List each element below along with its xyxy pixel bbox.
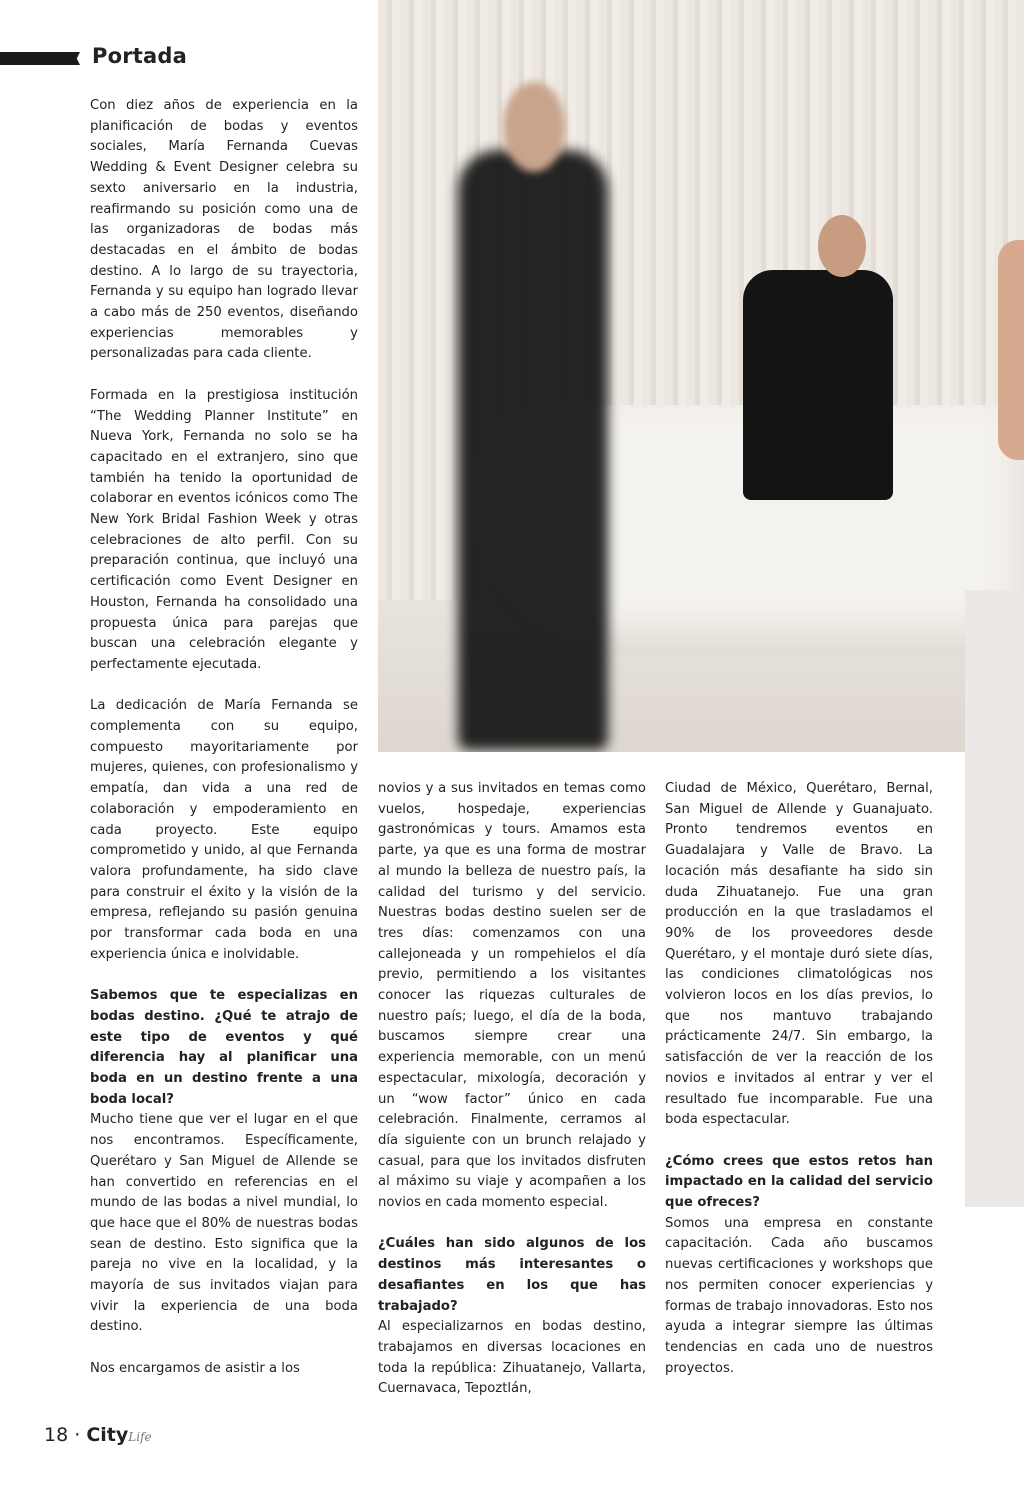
article-paragraph: Formada en la prestigiosa institución “The Wedding Planner Institute” en Nueva York, Fernanda no solo se ha capacitado en el extranjero, sino que también ha tenido la oportunidad de colaborar en eventos icónicos como The New York Bridal Fashion Week y otras celebraciones de alto perfil. Con su preparación continua, que incluyó una certificación como Event Designer en Houston, Fernanda ha consolidado una propuesta única para parejas que buscan una celebración elegante y perfectamente ejecutada. [90,387,358,672]
interview-question: Sabemos que te especializas en bodas destino. ¿Qué te atrajo de este tipo de eventos y qué diferencia hay al planificar una boda en un destino frente a una boda local? [90,988,358,1107]
article-paragraph: novios y a sus invitados en temas como vuelos, hospedaje, experiencias gastronómicas y tours. Amamos esta parte, ya que es una forma de mostrar al mundo la belleza de nuestro país, la calidad del turismo y del servicio. Nuestras bodas destino suelen ser de tres días: comenzamos con una callejoneada y un rompehielos el día previo, permitiendo a los visitantes conocer las riquezas culturales de nuestro país; luego, el día de la boda, buscamos siempre crear una experiencia memorable, con un menú espectacular, mixología, decoración y un “wow factor” único en cada celebración. Finalmente, cerramos al día siguiente con un brunch relajado y casual, para que los invitados disfruten al máximo su viaje y acompañen a los novios en cada momento especial. [378,781,646,1211]
interview-question: ¿Cómo crees que estos retos han impactado en la calidad del servicio que ofreces? [665,1153,933,1211]
article-column-2 [378,779,646,1400]
article-paragraph: Somos una empresa en constante capacitación. Cada año buscamos nuevas certificaciones y workshops que nos permiten conocer experiencias y formas de trabajo innovadoras. Esto nos ayuda a integrar siempre las últimas tendencias en cada uno de nuestros proyectos. [665,1215,933,1376]
photo-walking-woman [458,150,608,750]
photo-seated-woman [743,270,893,500]
article-paragraph: La dedicación de María Fernanda se complementa con su equipo, compuesto mayoritariamente por mujeres, quienes, con profesionalismo y empatía, dan vida a una red de colaboración y empoderamiento en cada proyecto. Este equipo comprometido y unido, al que Fernanda valora profundamente, ha sido clave para construir el éxito y la visión de la empresa, reflejando su pasión genuina por transformar cada boda en una experiencia única e inolvidable. [90,698,358,962]
article-paragraph: Al especializarnos en bodas destino, trabajamos en diversas locaciones en toda la república: Zihuatanejo, Vallarta, Cuernavaca, Tepoztlán, [378,1319,646,1397]
article-column-3 [665,779,933,1379]
page-number: 18 [44,1424,69,1446]
brand-logo: City [86,1424,129,1446]
interview-question: ¿Cuáles han sido algunos de los destinos más interesantes o desafiantes en los que has trabajado? [378,1236,646,1314]
section-title: Portada [92,44,187,68]
article-paragraph: Mucho tiene que ver el lugar en el que nos encontramos. Específicamente, Querétaro y San Miguel de Allende se han convertido en referencias en el mundo de las bodas a nivel mundial, lo que hace que el 80% de nuestras bodas sean de destino. Esto significa que la pareja no vive en la localidad, y la mayoría de sus invitados viajan para vivir la experiencia de una boda destino. [90,1112,358,1335]
page-footer [44,1424,152,1446]
photo-edge-figure [998,240,1024,460]
cover-photo [378,0,1024,752]
photo-walking-woman-head [503,82,565,172]
article-paragraph: Ciudad de México, Querétaro, Bernal, San Miguel de Allende y Guanajuato. Pronto tendremos eventos en Guadalajara y Valle de Bravo. La locación más desafiante ha sido sin duda Zihuatanejo. Fue una gran producción en la que trasladamos el 90% de los proveedores desde Querétaro, y el montaje duró siete días, las condiciones climatológicas nos volvieron locos en los días previos, lo que nos mantuvo trabajando prácticamente 24/7. Sin embargo, la satisfacción de ver la reacción de los novios e invitados al entrar y ver el resultado fue incomparable. Fue una boda espectacular. [665,781,933,1128]
decorative-strip [965,590,1024,1207]
article-paragraph: Nos encargamos de asistir a los [90,1360,300,1376]
footer-separator: · [74,1424,81,1446]
brand-logo-script: Life [128,1430,152,1444]
photo-seated-woman-head [818,215,866,277]
section-bar [0,52,80,65]
article-paragraph: Con diez años de experiencia en la planificación de bodas y eventos sociales, María Fernanda Cuevas Wedding & Event Designer celebra su sexto aniversario en la industria, reafirmando su posición como una de las organizadoras de bodas más destacadas en el ámbito de bodas destino. A lo largo de su trayectoria, Fernanda y su equipo han logrado llevar a cabo más de 250 eventos, diseñando experiencias memorables y personalizadas para cada cliente. [90,98,358,362]
article-column-1 [90,96,358,1380]
